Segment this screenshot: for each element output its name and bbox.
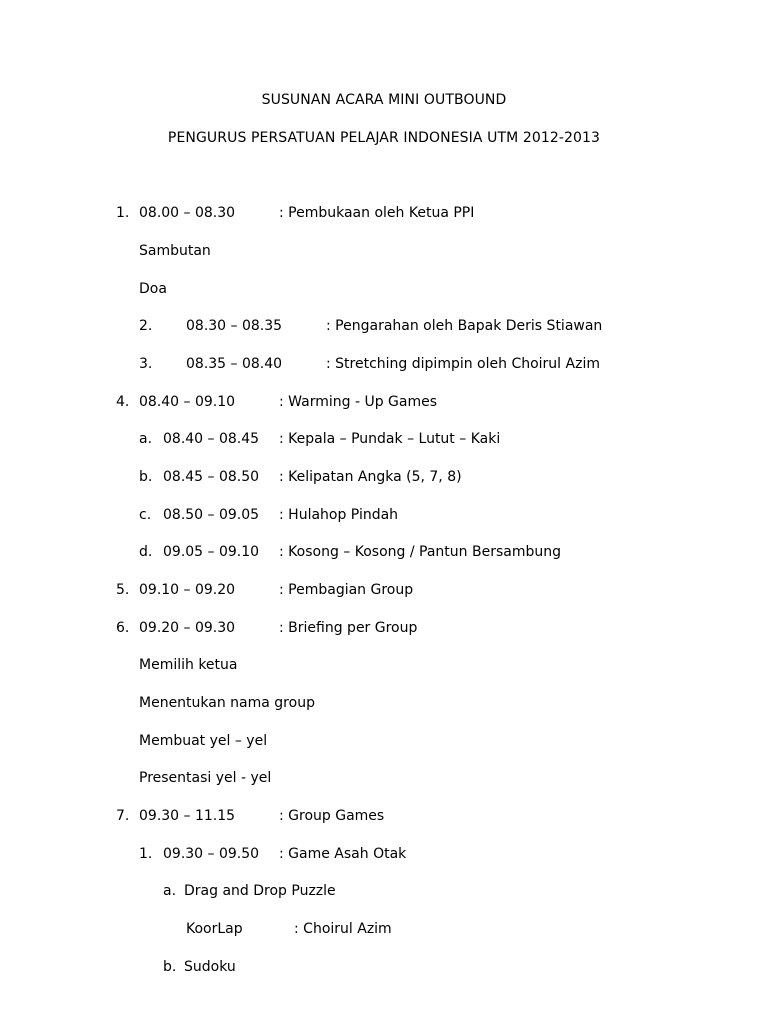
item-number: a. — [139, 431, 153, 447]
item-number: b. — [163, 959, 177, 975]
item-time: 08.40 – 09.10 — [139, 394, 236, 410]
sub-text-sambutan: Sambutan — [139, 243, 211, 259]
item-time: 09.05 – 09.10 — [163, 544, 260, 560]
item-time: 08.50 – 09.05 — [163, 507, 260, 523]
document-title: SUSUNAN ACARA MINI OUTBOUND — [261, 92, 507, 108]
sub-text-menentukan-nama: Menentukan nama group — [139, 695, 315, 711]
item-description: : Warming - Up Games — [279, 394, 437, 410]
item-number: 4. — [116, 394, 130, 410]
item-number: 7. — [116, 808, 130, 824]
item-time: 09.30 – 11.15 — [139, 808, 236, 824]
item-description: : Stretching dipimpin oleh Choirul Azim — [326, 356, 600, 372]
game-name: Drag and Drop Puzzle — [184, 883, 336, 899]
item-number: 5. — [116, 582, 130, 598]
item-number: b. — [139, 469, 153, 485]
item-description: : Game Asah Otak — [279, 846, 407, 862]
item-number: a. — [163, 883, 177, 899]
sub-text-doa: Doa — [139, 281, 167, 297]
item-time: 08.35 – 08.40 — [186, 356, 283, 372]
item-number: 1. — [116, 205, 130, 221]
item-description: : Pembagian Group — [279, 582, 414, 598]
item-description: : Briefing per Group — [279, 620, 418, 636]
game-name: Sudoku — [184, 959, 236, 975]
item-description: : Pengarahan oleh Bapak Deris Stiawan — [326, 318, 603, 334]
item-description: : Hulahop Pindah — [279, 507, 399, 523]
item-time: 08.40 – 08.45 — [163, 431, 260, 447]
item-time: 09.20 – 09.30 — [139, 620, 236, 636]
item-number: 2. — [139, 318, 153, 334]
item-description: : Pembukaan oleh Ketua PPI — [279, 205, 475, 221]
item-time: 08.45 – 08.50 — [163, 469, 260, 485]
sub-text-membuat-yel: Membuat yel – yel — [139, 733, 268, 749]
item-time: 08.00 – 08.30 — [139, 205, 236, 221]
koorlap-label: KoorLap — [186, 921, 243, 937]
item-number: c. — [139, 507, 152, 523]
item-description: : Kosong – Kosong / Pantun Bersambung — [279, 544, 561, 560]
item-description: : Kelipatan Angka (5, 7, 8) — [279, 469, 462, 485]
item-number: d. — [139, 544, 153, 560]
sub-text-presentasi-yel: Presentasi yel - yel — [139, 770, 272, 786]
sub-text-memilih-ketua: Memilih ketua — [139, 657, 238, 673]
item-number: 3. — [139, 356, 153, 372]
item-number: 1. — [139, 846, 153, 862]
item-time: 08.30 – 08.35 — [186, 318, 283, 334]
koorlap-name: : Choirul Azim — [294, 921, 392, 937]
item-time: 09.10 – 09.20 — [139, 582, 236, 598]
item-description: : Kepala – Pundak – Lutut – Kaki — [279, 431, 501, 447]
item-number: 6. — [116, 620, 130, 636]
item-time: 09.30 – 09.50 — [163, 846, 260, 862]
item-description: : Group Games — [279, 808, 385, 824]
document-subtitle: PENGURUS PERSATUAN PELAJAR INDONESIA UTM 2012-2013 — [167, 130, 601, 146]
